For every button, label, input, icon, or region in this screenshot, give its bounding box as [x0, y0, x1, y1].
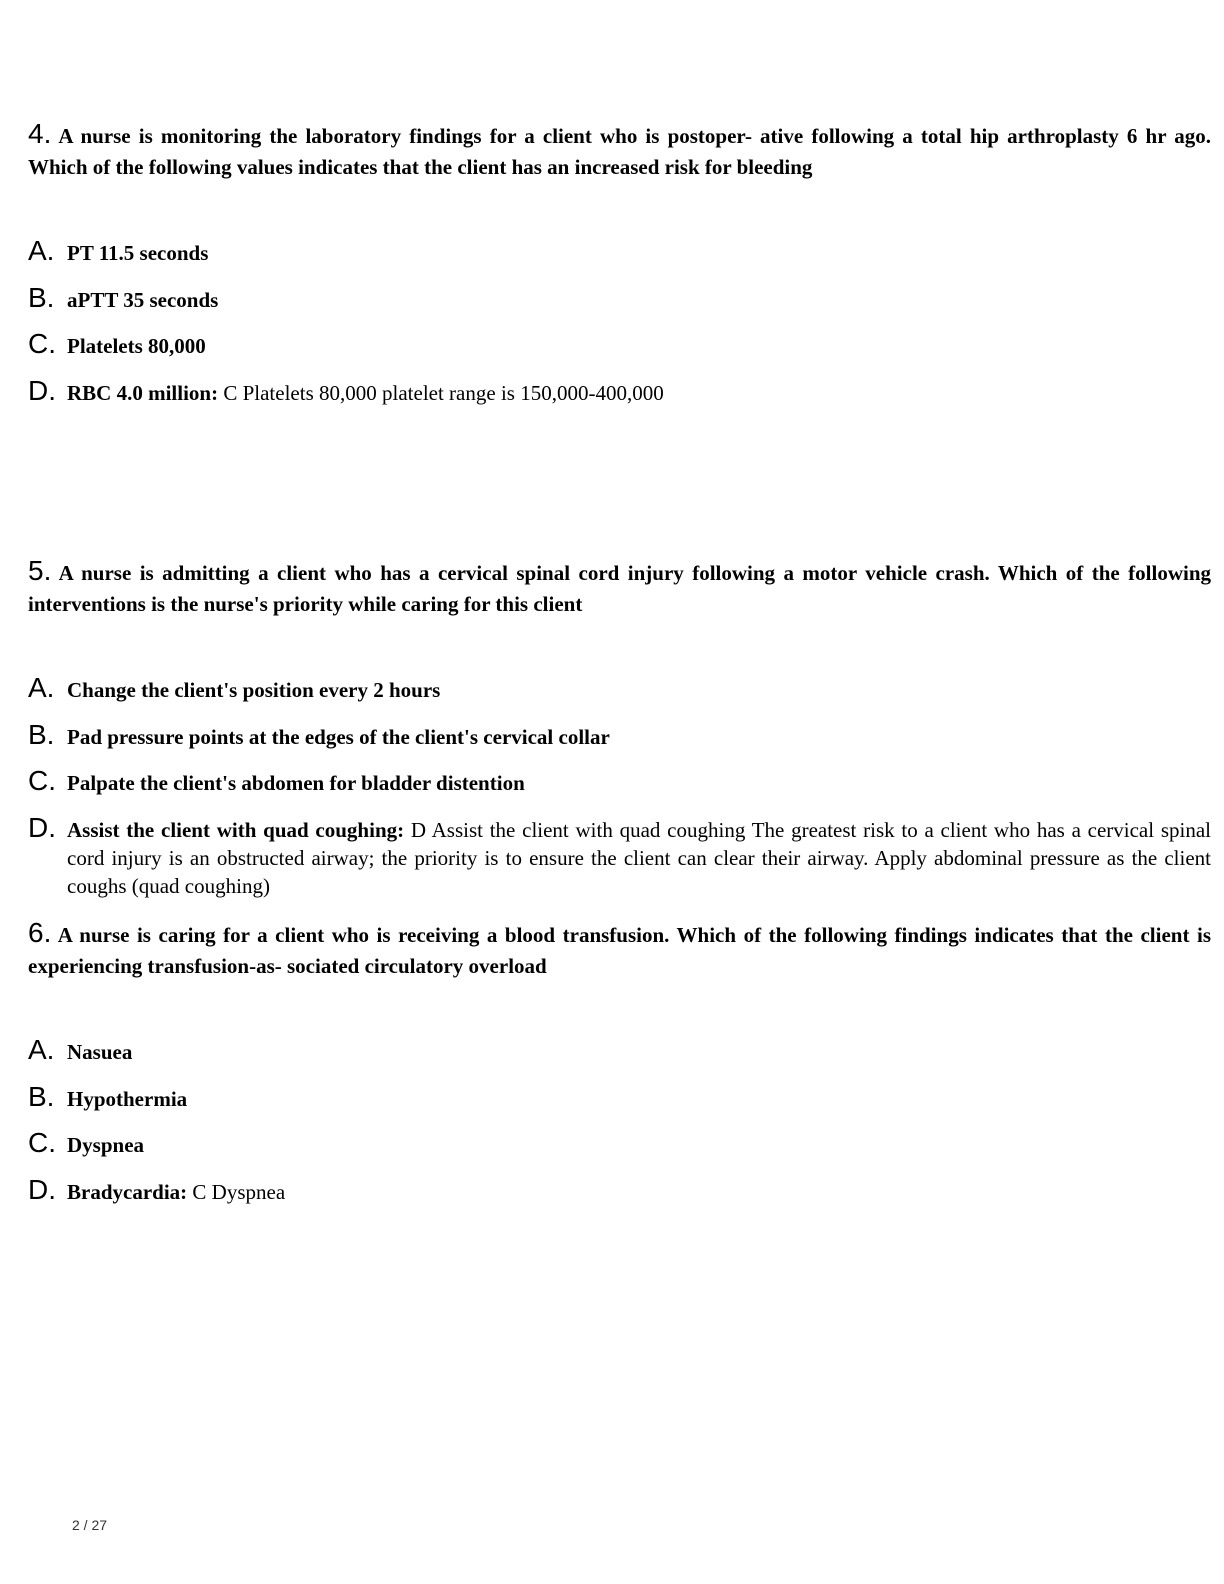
- question-text: A nurse is admitting a client who has a cervical spinal cord injury following a motor vehicle crash. Which of the following interventions is the nurse's priority while caring for this client: [28, 561, 1211, 616]
- answer-explanation: C Platelets 80,000 platelet range is 150,000-400,000: [218, 380, 664, 405]
- page-number: 2 / 27: [72, 1517, 108, 1533]
- answer-explanation: C Dyspnea: [187, 1179, 286, 1204]
- option-text: aPTT 35 seconds: [67, 287, 219, 312]
- question-6: [28, 917, 1211, 1220]
- option-b: [28, 719, 1211, 751]
- option-text: Pad pressure points at the edges of the client's cervical collar: [67, 724, 610, 749]
- option-letter: A.: [28, 1034, 55, 1065]
- option-c: [28, 328, 1211, 360]
- question-stem: [28, 917, 1211, 982]
- option-a: [28, 235, 1211, 267]
- option-a: [28, 672, 1211, 704]
- option-b: [28, 1081, 1211, 1113]
- option-text: Assist the client with quad coughing:: [67, 817, 405, 842]
- question-text: A nurse is caring for a client who is receiving a blood transfusion. Which of the following findings indicates that the client is experiencing transfusion-as- sociated circulatory overload: [28, 923, 1211, 978]
- option-letter: B.: [28, 1080, 55, 1112]
- option-letter: C.: [28, 765, 56, 796]
- options-list: [28, 672, 1211, 900]
- options-list: [28, 1034, 1211, 1206]
- option-text: Bradycardia:: [67, 1179, 188, 1204]
- question-5: [28, 555, 1211, 914]
- question-number: 5.: [28, 555, 52, 586]
- question-text: A nurse is monitoring the laboratory findings for a client who is postoper- ative following a total hip arthroplasty 6 hr ago. Which of the following values indicates that the client has an increased risk for bleeding: [28, 124, 1212, 179]
- option-letter: A.: [28, 235, 55, 266]
- question-stem: [28, 555, 1211, 620]
- option-letter: D.: [28, 811, 56, 843]
- question-number: 6.: [28, 917, 52, 948]
- option-d: [28, 812, 1211, 900]
- option-letter: B.: [28, 281, 55, 313]
- options-list: [28, 235, 1211, 407]
- option-c: [28, 1127, 1211, 1159]
- option-text: PT 11.5 seconds: [67, 241, 209, 265]
- option-text: Dyspnea: [67, 1133, 145, 1157]
- question-stem: [28, 118, 1211, 183]
- option-d: [28, 375, 1211, 407]
- option-text: Hypothermia: [67, 1086, 188, 1111]
- option-letter: A.: [28, 672, 55, 703]
- question-number: 4.: [28, 118, 52, 149]
- question-4: [28, 118, 1211, 421]
- option-text: Palpate the client's abdomen for bladder distention: [67, 771, 525, 795]
- option-a: [28, 1034, 1211, 1066]
- option-text: RBC 4.0 million:: [67, 380, 219, 405]
- option-letter: C.: [28, 1127, 56, 1158]
- option-letter: D.: [28, 1173, 56, 1205]
- option-b: [28, 282, 1211, 314]
- option-d: [28, 1174, 1211, 1206]
- option-letter: B.: [28, 718, 55, 750]
- option-letter: C.: [28, 328, 56, 359]
- option-text: Change the client's position every 2 hours: [67, 678, 441, 702]
- option-c: [28, 765, 1211, 797]
- option-text: Platelets 80,000: [67, 334, 206, 358]
- option-letter: D.: [28, 374, 56, 406]
- option-text: Nasuea: [67, 1040, 133, 1064]
- answer-explanation: D Assist the client with quad coughing The greatest risk to a client who has a cervical spinal cord injury is an obstructed airway; the priority is to ensure the client can clear their airway. Apply abdominal pressure as the client coughs (quad coughing): [67, 817, 1211, 898]
